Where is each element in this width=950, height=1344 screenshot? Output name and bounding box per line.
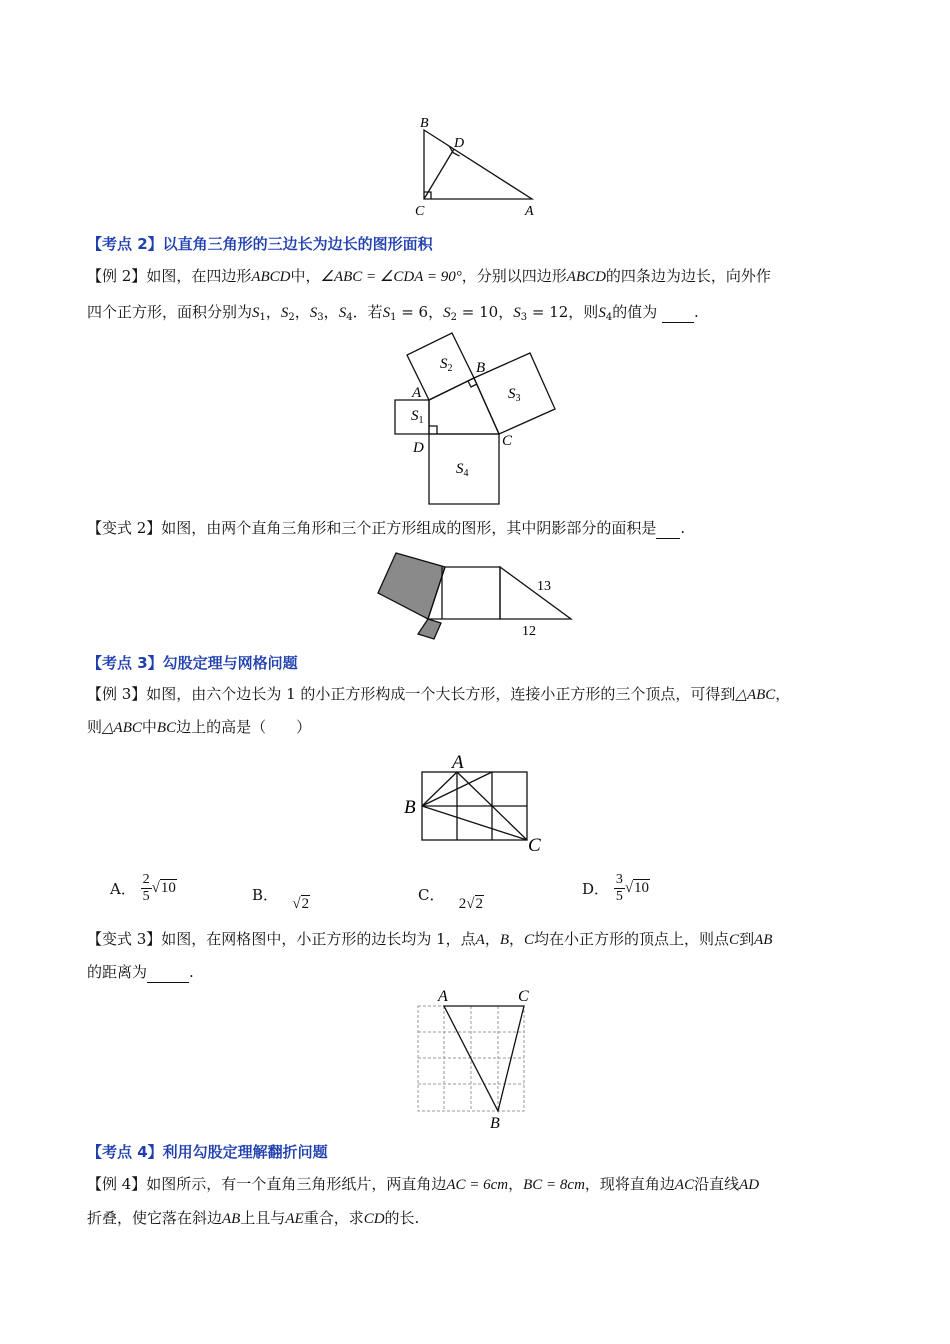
answer-blank[interactable] [656, 518, 680, 539]
label-a: A [412, 385, 422, 401]
example-2-line-1: 【例 2】如图，在四边形ABCD中，∠ABC = ∠CDA = 90°，分别以四边形ABCD的四条边为边长，向外作 [87, 267, 771, 285]
label-c: C [502, 433, 513, 449]
segment-ab [422, 772, 457, 806]
label-d: D [413, 440, 424, 456]
squares-figure [380, 335, 570, 510]
label-b: B [490, 1115, 500, 1132]
label-a: A [438, 988, 448, 1005]
grid-figure-2 [405, 985, 545, 1133]
triangle-figure-1 [410, 110, 550, 225]
label-a: A [452, 752, 464, 773]
variant-3-line-2: 的距离为 . [87, 963, 194, 981]
triangle-abc [424, 130, 532, 199]
label-s3: S [508, 386, 516, 402]
section-heading-4: 【考点 4】利用勾股定理解翻折问题 [87, 1143, 328, 1161]
shaded-squares-figure [375, 550, 580, 645]
option-b[interactable]: B． √2 [252, 886, 310, 912]
example-2-line-2: 四个正方形，面积分别为$S_1$，$S_2$，$S_3$，$S_4$．若$S_1 = 6$，$S_2 = 10$，$S_3 = 12$，则$S_4$的值为 . [87, 303, 699, 323]
label-b: B [420, 116, 429, 131]
example-4-line-1: 【例 4】如图所示，有一个直角三角形纸片，两直角边AC = 6cm，BC = 8cm，现将直角边AC沿直线AD [87, 1175, 760, 1193]
section-heading-2: 【考点 2】以直角三角形的三边长为边长的图形面积 [87, 235, 433, 253]
variant-3-line-1: 【变式 3】如图，在网格图中，小正方形的边长均为 1，点A，B，C均在小正方形的顶点上，则点C到AB [87, 930, 773, 948]
label-s1: S [411, 408, 419, 424]
segment-bc [422, 806, 527, 840]
label-12: 12 [522, 624, 536, 639]
example-4-line-2: 折叠，使它落在斜边AB上且与AE重合，求CD的长. [87, 1209, 420, 1227]
label-b: B [476, 360, 486, 376]
label-c: C [518, 988, 529, 1005]
shaded-square-large [378, 553, 445, 619]
answer-blank[interactable] [147, 962, 189, 983]
shaded-square-small [418, 619, 441, 639]
svg-text:S4: $S_4$ [456, 461, 469, 479]
example-3-line-1: 【例 3】如图，由六个边长为 1 的小正方形构成一个大长方形，连接小正方形的三个顶点，可得到△ABC， [87, 685, 791, 703]
label-c: C [528, 835, 541, 856]
quadrilateral-abcd [429, 378, 499, 434]
grid-figure-1 [400, 750, 550, 860]
option-d[interactable]: D． $\frac{3}{5}$ √10 [582, 872, 650, 904]
answer-blank[interactable] [662, 302, 694, 323]
label-b: B [404, 797, 416, 818]
svg-text:S1: $S_1$ [411, 408, 424, 426]
svg-text:S3: $S_3$ [508, 386, 521, 404]
variant-2-text: 【变式 2】如图，由两个直角三角形和三个正方形组成的图形，其中阴影部分的面积是 . [87, 519, 686, 537]
label-13: 13 [537, 579, 551, 594]
label-s4: S [456, 461, 464, 477]
label-c: C [415, 204, 425, 219]
label-s2: S [440, 356, 448, 372]
label-a: A [525, 204, 534, 219]
label-d: D [454, 136, 465, 151]
option-c[interactable]: C． 2√2 [418, 886, 484, 912]
svg-text:S2: $S_2$ [440, 356, 453, 374]
example-3-line-2: 则△ABC中BC边上的高是（ ） [87, 718, 312, 736]
option-a[interactable]: A． $\frac{2}{5}$ √10 [110, 872, 176, 904]
right-angle-mark-d [429, 426, 437, 434]
section-heading-3: 【考点 3】勾股定理与网格问题 [87, 654, 298, 672]
right-triangle [500, 567, 571, 619]
